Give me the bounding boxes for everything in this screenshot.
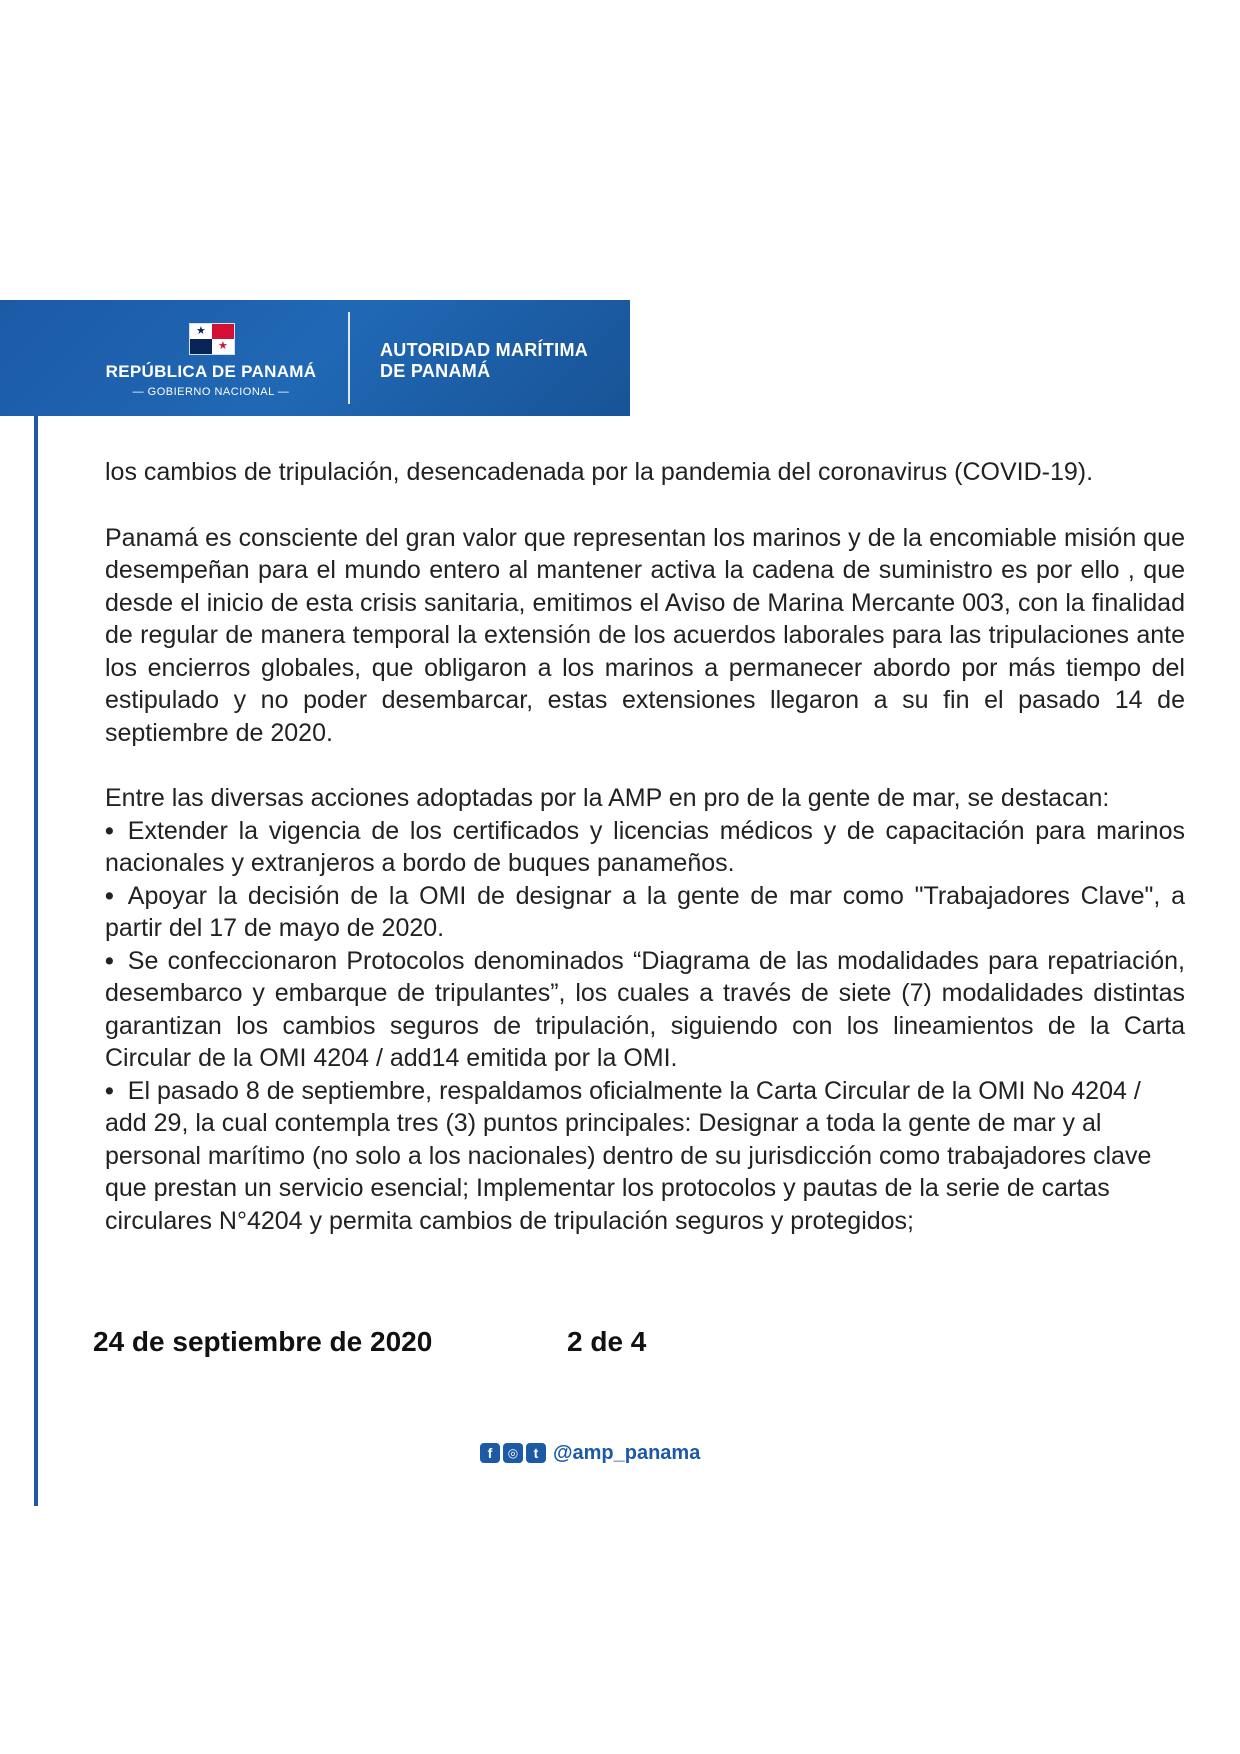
bullet-text: Se confeccionaron Protocolos denominados “Diagrama de las modalidades para repatriación, desembarco y embarque de tripulantes”, los cuales a través de siete (7) modalidades distintas garantizan los cambios seguros de tripulación, siguiendo con los lineamientos de la Carta Circular de la OMI 4204 / add14 emitida por la OMI.	[105, 946, 1185, 1072]
authority-line-2: DE PANAMÁ	[380, 361, 491, 381]
facebook-icon[interactable]: f	[480, 1443, 500, 1463]
bullet-item	[105, 945, 1185, 1075]
twitter-icon[interactable]: t	[526, 1443, 546, 1463]
bullet-item	[105, 1075, 1185, 1238]
bullet-icon: •	[105, 946, 114, 975]
header-banner	[0, 300, 630, 416]
page-number: 2 de 4	[567, 1326, 647, 1357]
document-date: 24 de septiembre de 2020	[93, 1326, 433, 1357]
panama-flag-icon: ★ ★	[190, 324, 234, 354]
document-body	[105, 456, 1185, 1237]
bullet-icon: •	[105, 881, 114, 910]
paragraph-panama: Panamá es consciente del gran valor que representan los marinos y de la encomiable misión que desempeñan para el mundo entero al mantener activa la cadena de suministro es por ello , que desde el inicio de esta crisis sanitaria, emitimos el Aviso de Marina Mercante 003, con la finalidad de regular de manera temporal la extensión de los acuerdos laborales para las tripulaciones ante los encierros globales, que obligaron a los marinos a permanecer abordo por más tiempo del estipulado y no poder desembarcar, estas extensiones llegaron a su fin el pasado 14 de septiembre de 2020.	[105, 523, 1185, 747]
bullet-text: El pasado 8 de septiembre, respaldamos oficialmente la Carta Circular de la OMI No 4204 / add 29, la cual contempla tres (3) puntos principales: Designar a toda la gente de mar y al personal marítimo (no solo a los nacionales) dentro de su jurisdicción como trabajadores clave que prestan un servicio esencial; Implementar los protocolos y pautas de la serie de cartas circulares N°4204 y permita cambios de tripulación seguros y protegidos;	[105, 1076, 1152, 1235]
social-links	[480, 1441, 700, 1465]
bullet-item	[105, 815, 1185, 880]
bullet-item	[105, 880, 1185, 945]
bullet-icon: •	[105, 1076, 114, 1105]
actions-intro: Entre las diversas acciones adoptadas por la AMP en pro de la gente de mar, se destacan:	[105, 784, 1110, 812]
bullet-text: Apoyar la decisión de la OMI de designar a la gente de mar como "Trabajadores Clave", a partir del 17 de mayo de 2020.	[105, 881, 1185, 942]
bullet-text: Extender la vigencia de los certificados y licencias médicos y de capacitación para marinos nacionales y extranjeros a bordo de buques panameños.	[105, 816, 1185, 877]
instagram-icon[interactable]: ◎	[503, 1443, 523, 1463]
authority-line-1: AUTORIDAD MARÍTIMA	[380, 340, 589, 360]
left-accent-line	[34, 416, 38, 1506]
header-divider	[348, 312, 350, 404]
paragraph-continuation: los cambios de tripulación, desencadenada por la pandemia del coronavirus (COVID-19).	[105, 458, 1094, 486]
authority-name	[380, 340, 620, 382]
social-handle[interactable]: @amp_panama	[553, 1441, 701, 1464]
gobierno-label: — GOBIERNO NACIONAL —	[132, 386, 290, 398]
bullet-icon: •	[105, 816, 114, 845]
republica-label: REPÚBLICA DE PANAMÁ	[105, 362, 317, 381]
